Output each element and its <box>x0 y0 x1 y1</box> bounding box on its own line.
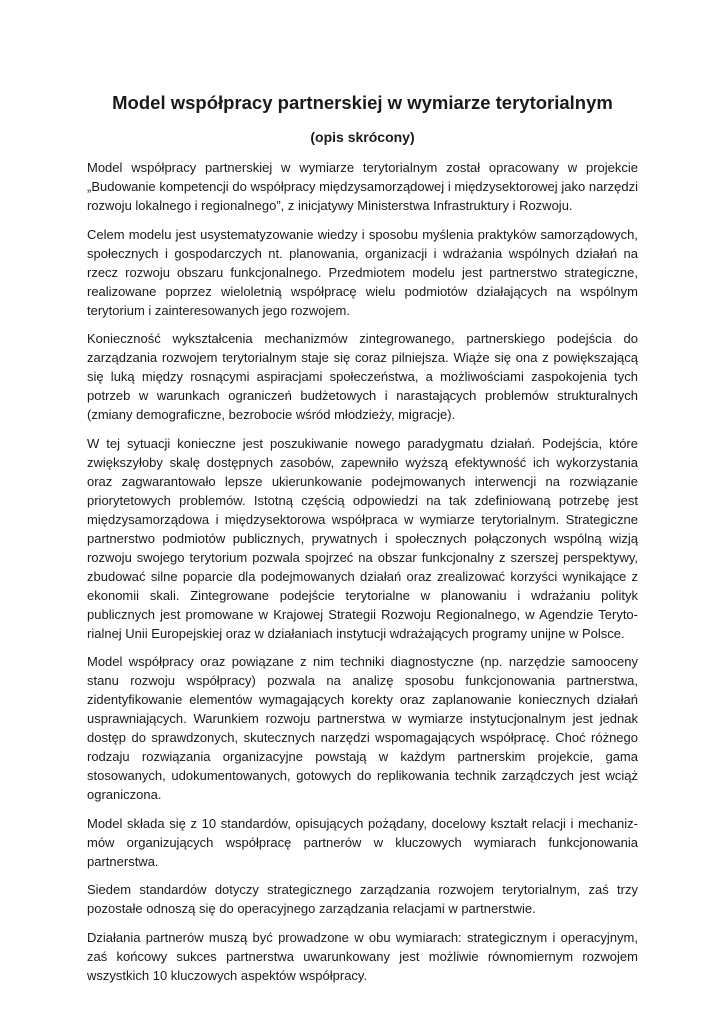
paragraph-need: Konieczność wykształcenia mechanizmów zintegrowanego, partnerskiego podejścia do zarządzania rozwojem terytorialnym staje się coraz pilniejsza. Wiąże się ona z powiększającą się luką między rosnącymi aspiracjami społeczeństwa, a możliwościami zaspokojenia tych potrzeb w warunkach ograniczeń budżetowych i narastających problemów strukturalnych (zmiany demograficzne, bezrobocie wśród młodzieży, migracje). <box>87 331 638 422</box>
paragraph-standards: Model składa się z 10 standardów, opisujących pożądany, docelowy kształt relacji i mechaniz-mów organizujących współpracę partnerów w kluczowych wymiarach funkcjonowania partnerstwa. <box>87 815 638 869</box>
paragraph-diagnostics: Model współpracy oraz powiązane z nim techniki diagnostyczne (np. narzędzie samooceny stanu rozwoju współpracy) pozwala na analizę sposobu funkcjonowania partnerstwa, zidentyfikowanie elementów wymagających korekty oraz zaplanowanie koniecznych działań usprawniających. Warunkiem rozwoju partnerstwa w wymiarze instytucjonalnym jest jednak dostęp do sprawdzonych, skutecznych narzędzi wspomagających współpracę. Choć różnego rodzaju rozwiązania organizacyjne powstają w każdym partnerskim projekcie, gama stosowanych, udokumentowanych, gotowych do replikowania technik zarządczych jest wciąż ograniczona. <box>87 654 638 802</box>
document-title: Model współpracy partnerskiej w wymiarze terytorialnym <box>112 92 613 113</box>
paragraph-intro: Model współpracy partnerskiej w wymiarze terytorialnym został opracowany w projekcie „Budowanie kompetencji do współpracy międzysamorządowej i międzysektorowej jako narzędzi rozwoju lokalnego i regionalnego”, z inicjatywy Ministerstwa Infrastruktury i Rozwoju. <box>87 160 638 213</box>
paragraph-conclusion: Działania partnerów muszą być prowadzone w obu wymiarach: strategicznym i operacyjnym, zaś końcowy sukces partnerstwa uwarunkowany jest możliwie równomiernym rozwojem wszystkich 10 kluczowych aspektów współpracy. <box>87 929 638 983</box>
paragraph-strategic-operational: Siedem standardów dotyczy strategicznego zarządzania rozwojem terytorialnym, zaś trzy pozostałe odnoszą się do operacyjnego zarządzania relacjami w partnerstwie. <box>87 882 638 916</box>
document-subtitle: (opis skrócony) <box>310 129 415 145</box>
paragraph-paradigm: W tej sytuacji konieczne jest poszukiwanie nowego paradygmatu działań. Podejścia, które zwiększyłoby skalę dostępnych zasobów, zapewniło wyższą efektywność ich wykorzystania oraz zagwarantowało lepsze ukierunkowanie podejmowanych interwencji na rozwiązanie priorytetowych problemów. Istotną częścią odpowiedzi na tak zdefiniowaną potrzebę jest międzysamorządowa i międzysektorowa współpraca w wymiarze terytorialnym. Strategiczne partnerstwo podmiotów publicznych, prywatnych i społecznych połączonych wspólną wizją rozwoju swojego terytorium pozwala spojrzeć na obszar funkcjonalny z szerszej perspektywy, zbudować silne poparcie dla podejmowanych działań oraz zrealizować korzyści wynikające z ekonomii skali. Zintegrowane podejście terytorialne w planowaniu i wdrażaniu polityk publicznych jest promowane w Krajowej Strategii Rozwoju Regionalnego, w Agendzie Teryto-rialnej Unii Europejskiej oraz w działaniach instytucji wdrażających programy unijne w Polsce. <box>87 435 638 641</box>
paragraph-purpose: Celem modelu jest usystematyzowanie wiedzy i sposobu myślenia praktyków samorządowych, społecznych i gospodarczych nt. planowania, organizacji i wdrażania wspólnych działań na rzecz rozwoju obszaru funkcjonalnego. Przedmiotem modelu jest partnerstwo strategiczne, realizowane poprzez wieloletnią współpracę wielu podmiotów działających na wspólnym terytorium i zainteresowanych jego rozwojem. <box>87 226 638 318</box>
document-body <box>87 158 638 994</box>
